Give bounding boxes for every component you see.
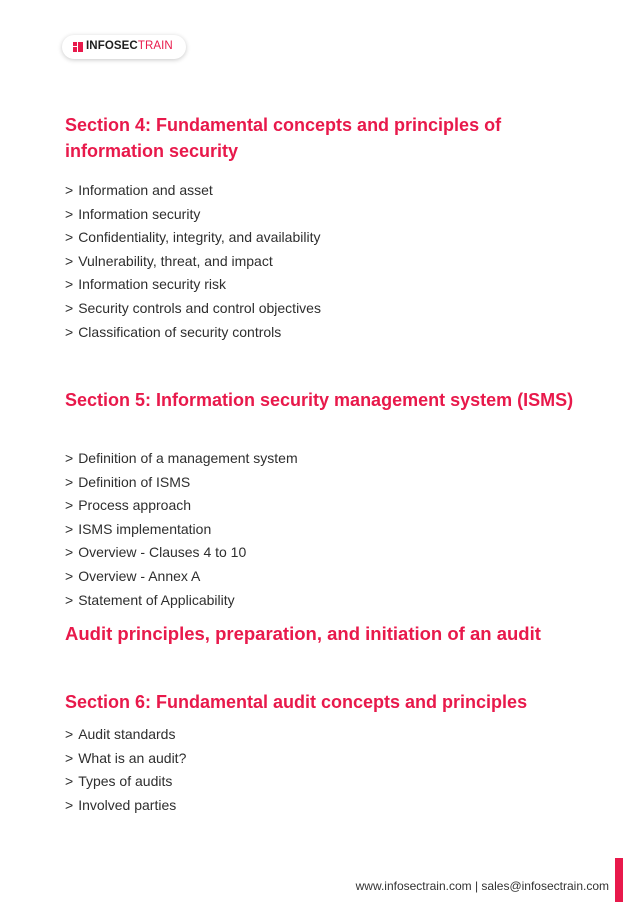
list-item: > What is an audit? — [65, 749, 187, 766]
audit-principles-heading: Audit principles, preparation, and initiation of an audit — [65, 623, 541, 644]
section-4-heading: Section 4: Fundamental concepts and principles of information security — [65, 115, 502, 161]
list-item: > Classification of security controls — [65, 323, 282, 340]
footer-contact: www.infosectrain.com | sales@infosectrain.com — [355, 879, 609, 893]
section-6-heading: Section 6: Fundamental audit concepts and principles — [65, 692, 528, 712]
list-item: > Overview - Clauses 4 to 10 — [65, 544, 247, 561]
list-item: > Audit standards — [65, 726, 176, 742]
list-item: > Involved parties — [65, 796, 177, 813]
section-5-heading: Section 5: Information security management system (ISMS) — [65, 390, 574, 410]
list-item: > Confidentiality, integrity, and availability — [65, 229, 321, 246]
section-4-list — [65, 179, 585, 344]
accent-bar — [615, 858, 623, 902]
list-item: > Information and asset — [65, 182, 213, 198]
logo-wordmark: INFOSECTRAIN — [86, 40, 173, 53]
list-item: > Process approach — [65, 497, 192, 514]
infosectrain-logo — [62, 35, 186, 59]
section-5-list — [65, 447, 585, 612]
list-item: > Statement of Applicability — [65, 591, 235, 608]
list-item: > Security controls and control objectives — [65, 299, 321, 316]
list-item: > Types of audits — [65, 773, 173, 790]
list-item: > Definition of ISMS — [65, 473, 191, 490]
section-6-list — [65, 723, 585, 817]
logo-mark-icon — [73, 42, 83, 52]
list-item: > ISMS implementation — [65, 520, 212, 537]
list-item: > Information security — [65, 205, 201, 222]
list-item: > Information security risk — [65, 276, 227, 293]
list-item: > Overview - Annex A — [65, 567, 201, 584]
list-item: > Definition of a management system — [65, 450, 298, 466]
list-item: > Vulnerability, threat, and impact — [65, 252, 273, 269]
